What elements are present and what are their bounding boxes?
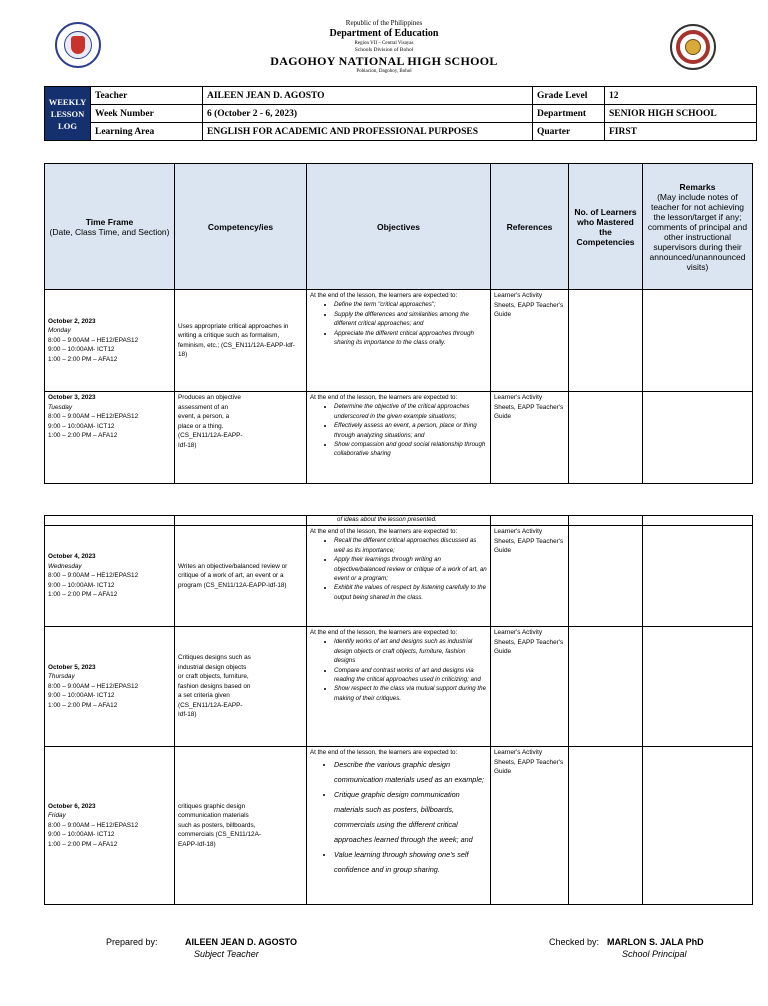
col-header-objectives: Objectives: [307, 164, 491, 290]
info-table: [44, 86, 757, 141]
remarks-cell: [643, 627, 753, 747]
mastered-cell: [569, 627, 643, 747]
row-time-2: 9:00 – 10:00AM- ICT12: [48, 422, 115, 430]
remarks-cell: [643, 747, 753, 905]
objectives-cell: [307, 392, 491, 484]
references-cell: [491, 516, 569, 526]
prepared-by-name: AILEEN JEAN D. AGOSTO: [185, 937, 298, 947]
remarks-cell: [643, 516, 753, 526]
objective-item: • Critique graphic design communication materials such as posters, billboards, commercials using the different critical approaches learned through the week; and: [334, 787, 487, 847]
mastered-cell: [569, 526, 643, 627]
learning-area-label: Learning Area: [91, 123, 203, 141]
remarks-cell: [643, 392, 753, 484]
col-header-time-frame: [45, 164, 175, 290]
col-header-remarks-sub: (May include notes of teacher for not achieving the lesson/target if any; comments of principal and other instructional supervisors during their announced/unannounced visits): [647, 191, 748, 272]
row-day: Friday: [48, 812, 66, 820]
lesson-log-table: [44, 163, 753, 484]
department-title: Department of Education: [329, 28, 439, 39]
references-cell: Learner's Activity Sheets, EAPP Teacher's Guide: [491, 526, 569, 627]
col-header-references: References: [491, 164, 569, 290]
quarter-label: Quarter: [533, 123, 605, 141]
division-text: Schools Division of Bohol: [354, 47, 414, 53]
remarks-cell: [643, 526, 753, 627]
time-frame-cell: [45, 747, 175, 905]
competency-cell: Writes an objective/balanced review or critique of a work of art, an event or a program (CS_EN11/12A-EAPP-Idf-18): [175, 526, 307, 627]
objectives-intro: At the end of the lesson, the learners are expected to:: [310, 749, 458, 756]
references-cell: Learner's Activity Sheets, EAPP Teacher's Guide: [491, 290, 569, 392]
objective-item: • Recall the different critical approaches discussed as well as its importance;: [334, 536, 487, 555]
objective-item: • Appreciate the different critical approaches through sharing its importance to the class orally.: [334, 329, 487, 348]
department-value: SENIOR HIGH SCHOOL: [605, 105, 757, 123]
objectives-cell: [307, 290, 491, 392]
objective-item: • Compare and contrast works of art and designs via reading the critical approaches used in criticizing; and: [334, 666, 487, 685]
objective-item: • Identify works of art and designs such as industrial design objects or craft objects, furniture, fashion designs: [334, 637, 487, 665]
school-name: DAGOHOY NATIONAL HIGH SCHOOL: [270, 54, 498, 68]
row-day: Tuesday: [48, 403, 73, 411]
week-number-value: 6 (October 2 - 6, 2023): [203, 105, 533, 123]
objectives-continuation: of ideas about the lesson presented.: [307, 516, 491, 526]
objective-item: • Describe the various graphic design communication materials used as an example;: [334, 757, 487, 787]
row-time-1: 8:00 – 9:00AM – HE12/EPAS12: [48, 572, 139, 580]
competency-cell: Uses appropriate critical approaches in writing a critique such as formalism, feminism, etc.; (CS_EN11/12A-EAPP-Idf-18): [175, 290, 307, 392]
row-time-1: 8:00 – 9:00AM – HE12/EPAS12: [48, 682, 139, 690]
objective-item: • Supply the differences and similarities among the different critical approaches; and: [334, 310, 487, 329]
school-address: Poblacion, Dagohoy, Bohol: [356, 69, 412, 74]
objective-item: • Define the term "critical approaches";: [334, 300, 487, 309]
row-time-1: 8:00 – 9:00AM – HE12/EPAS12: [48, 413, 139, 420]
row-time-3: 1:00 – 2:00 PM – AFA12: [48, 840, 118, 848]
mastered-cell: [569, 392, 643, 484]
objective-item: • Apply their learnings through writing an objective/balanced review or critique of a work of art, an event or a program;: [334, 555, 487, 583]
row-date: October 3, 2023: [48, 394, 96, 401]
remarks-cell: [643, 290, 753, 392]
objectives-cell: [307, 747, 491, 905]
objective-item: • Value learning through showing one's self confidence and in group sharing.: [334, 847, 487, 877]
row-day: Monday: [48, 327, 71, 335]
references-cell: Learner's Activity Sheets, EAPP Teacher's Guide: [491, 747, 569, 905]
republic-text: Republic of the Philippines: [345, 19, 423, 27]
objective-item: • Show respect to the class via mutual support during the making of their critiques.: [334, 684, 487, 703]
objectives-intro: At the end of the lesson, the learners are expected to:: [310, 528, 458, 535]
grade-level-label: Grade Level: [533, 87, 605, 105]
time-frame-cell: [45, 290, 175, 392]
time-frame-cell: [45, 526, 175, 627]
objectives-intro: At the end of the lesson, the learners are expected to:: [310, 629, 458, 636]
lesson-log-table-continued: [44, 515, 753, 905]
mastered-cell: [569, 747, 643, 905]
row-time-2: 9:00 – 10:00AM- ICT12: [48, 692, 115, 700]
competency-cell: [175, 516, 307, 526]
row-time-2: 9:00 – 10:00AM- ICT12: [48, 346, 115, 354]
competency-cell: Produces an objective assessment of an event, a person, a place or a thing. (CS_EN11/12A-EAPP-Idf-18): [175, 392, 307, 484]
checked-by-label: Checked by:: [549, 937, 600, 947]
time-frame-cell: [45, 392, 175, 484]
teacher-value: AILEEN JEAN D. AGOSTO: [203, 87, 533, 105]
checked-by-role: School Principal: [622, 949, 687, 959]
competency-cell: critiques graphic design communication materials such as posters, billboards, commercials (CS_EN11/12A-EAPP-Idf-18): [175, 747, 307, 905]
competency-cell: Critiques designs such as industrial design objects or craft objects, furniture, fashion designs based on a set criteria given (CS_EN11/12A-EAPP-Idf-18): [175, 627, 307, 747]
row-date: October 6, 2023: [48, 802, 96, 810]
row-time-3: 1:00 – 2:00 PM – AFA12: [48, 355, 118, 363]
row-day: Wednesday: [48, 562, 82, 570]
department-label: Department: [533, 105, 605, 123]
region-text: Region VII – Central Visayas: [354, 41, 414, 46]
objective-item: • Show compassion and good social relationship through collaborative sharing: [334, 440, 487, 459]
table-row: [45, 392, 753, 484]
row-date: October 4, 2023: [48, 553, 96, 561]
row-time-3: 1:00 – 2:00 PM – AFA12: [48, 591, 118, 599]
row-date: October 2, 2023: [48, 317, 96, 325]
table-row: [45, 747, 753, 905]
row-time-3: 1:00 – 2:00 PM – AFA12: [48, 432, 118, 439]
objectives-cell: [307, 526, 491, 627]
table-row: [45, 290, 753, 392]
learning-area-value: ENGLISH FOR ACADEMIC AND PROFESSIONAL PURPOSES: [203, 123, 533, 141]
mastered-cell: [569, 290, 643, 392]
weekly-lesson-log-badge: WEEKLY LESSON LOG: [45, 87, 91, 141]
references-cell: Learner's Activity Sheets, EAPP Teacher's Guide: [491, 392, 569, 484]
prepared-by-label: Prepared by:: [106, 937, 158, 947]
teacher-label: Teacher: [91, 87, 203, 105]
col-header-time-frame-sub: (Date, Class Time, and Section): [49, 226, 170, 237]
col-header-time-frame-title: Time Frame: [85, 216, 134, 227]
references-cell: Learner's Activity Sheets, EAPP Teacher's Guide: [491, 627, 569, 747]
objectives-intro: At the end of the lesson, the learners are expected to:: [310, 394, 458, 401]
quarter-value: FIRST: [605, 123, 757, 141]
col-header-remarks: [643, 164, 753, 290]
row-time-2: 9:00 – 10:00AM- ICT12: [48, 831, 115, 839]
grade-level-value: 12: [605, 87, 757, 105]
row-time-3: 1:00 – 2:00 PM – AFA12: [48, 701, 118, 709]
mastered-cell: [569, 516, 643, 526]
table-row: [45, 627, 753, 747]
objectives-intro: At the end of the lesson, the learners are expected to:: [310, 292, 458, 299]
row-time-2: 9:00 – 10:00AM- ICT12: [48, 581, 115, 589]
table-row: [45, 526, 753, 627]
col-header-mastered: No. of Learners who Mastered the Competencies: [569, 164, 643, 290]
checked-by-name: MARLON S. JALA PhD: [607, 937, 704, 947]
row-time-1: 8:00 – 9:00AM – HE12/EPAS12: [48, 821, 139, 829]
col-header-competency: Competency/ies: [175, 164, 307, 290]
objective-item: • Determine the objective of the critical approaches underscored in the given example situations;: [334, 402, 487, 421]
time-frame-cell: [45, 516, 175, 526]
col-header-remarks-title: Remarks: [679, 181, 716, 192]
week-number-label: Week Number: [91, 105, 203, 123]
row-date: October 5, 2023: [48, 663, 96, 671]
time-frame-cell: [45, 627, 175, 747]
objective-item: • Exhibit the values of respect by listening carefully to the output being shared in the class.: [334, 583, 487, 602]
objectives-cell: [307, 627, 491, 747]
table-row: [45, 516, 753, 526]
row-day: Thursday: [48, 673, 75, 681]
objective-item: • Effectively assess an event, a person, place or thing through analyzing situations; and: [334, 421, 487, 440]
row-time-1: 8:00 – 9:00AM – HE12/EPAS12: [48, 336, 139, 344]
prepared-by-role: Subject Teacher: [194, 949, 259, 959]
